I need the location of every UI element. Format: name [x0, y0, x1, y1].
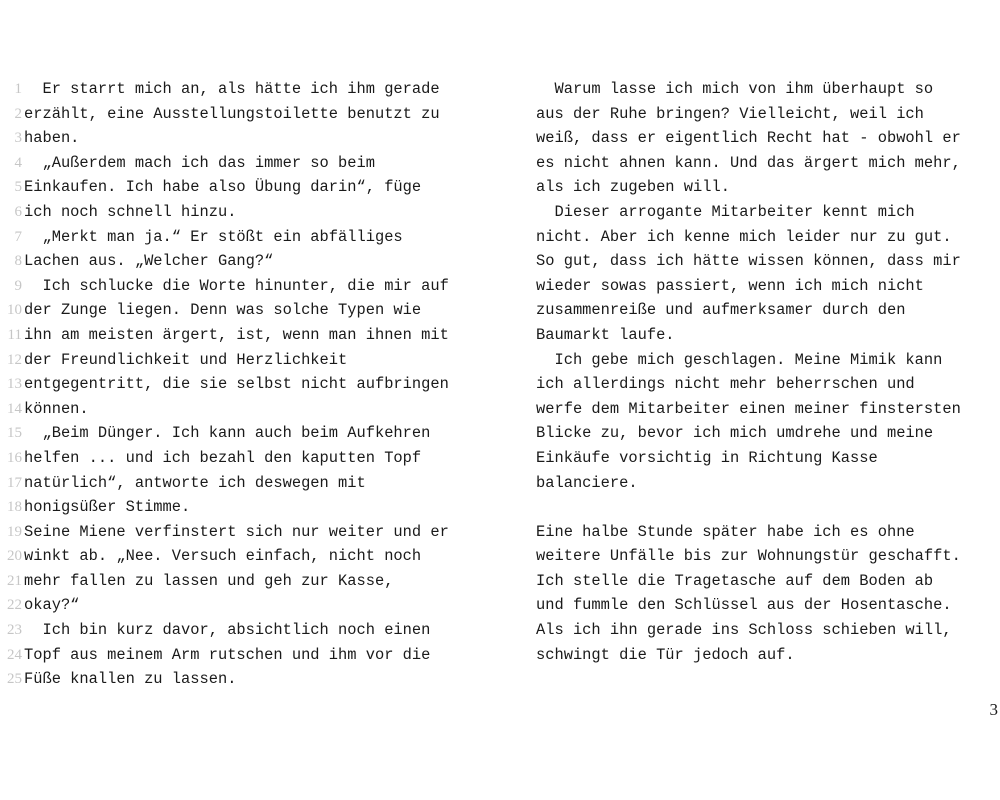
line-text: Er starrt mich an, als hätte ich ihm gerade: [24, 80, 440, 98]
text-line: [536, 102, 1000, 127]
line-text: Als ich ihn gerade ins Schloss schieben will,: [536, 621, 952, 640]
line-number: 25: [7, 671, 22, 688]
text-line: [0, 77, 500, 102]
line-text: Blicke zu, bevor ich mich umdrehe und meine: [536, 424, 934, 443]
text-line: [0, 200, 500, 225]
text-line: [536, 569, 1000, 594]
text-line: [536, 348, 1000, 373]
line-text: So gut, dass ich hätte wissen können, dass mir: [536, 252, 961, 271]
line-number: 11: [7, 326, 22, 343]
line-text: wieder sowas passiert, wenn ich mich nicht: [536, 276, 924, 295]
page-number: 3: [989, 700, 998, 719]
text-line: [536, 274, 1000, 299]
line-text: ich noch schnell hinzu.: [24, 202, 237, 221]
line-text: Eine halbe Stunde später habe ich es ohne: [536, 522, 915, 541]
text-line: [536, 225, 1000, 250]
line-text: nicht. Aber ich kenne mich leider nur zu gut.: [536, 227, 952, 246]
text-line: [0, 397, 500, 422]
line-text: weitere Unfälle bis zur Wohnungstür geschafft.: [536, 547, 961, 566]
line-text: zusammenreiße und aufmerksamer durch den: [536, 301, 906, 320]
line-text: Ich stelle die Tragetasche auf dem Boden ab: [536, 571, 934, 590]
line-text: der Freundlichkeit und Herzlichkeit: [24, 350, 348, 369]
text-line: [0, 372, 500, 397]
text-line: [536, 618, 1000, 643]
text-line: [0, 569, 500, 594]
line-text: Warum lasse ich mich von ihm überhaupt so: [536, 80, 934, 98]
text-line: [536, 151, 1000, 176]
line-text: Ich bin kurz davor, absichtlich noch einen: [24, 621, 431, 640]
line-text: der Zunge liegen. Denn was solche Typen wie: [24, 301, 422, 320]
text-line: [536, 126, 1000, 151]
line-text: Lachen aus. „Welcher Gang?“: [24, 252, 274, 271]
line-number: 13: [7, 376, 22, 393]
line-text: werfe dem Mitarbeiter einen meiner finstersten: [536, 399, 961, 418]
line-text: Dieser arrogante Mitarbeiter kennt mich: [536, 202, 915, 221]
line-text: können.: [24, 399, 89, 418]
left-column: [0, 77, 500, 692]
text-line: [536, 643, 1000, 668]
line-number: 5: [14, 179, 22, 196]
line-text: und fummle den Schlüssel aus der Hosentasche.: [536, 596, 952, 615]
line-number: 9: [14, 277, 22, 294]
line-number: 17: [7, 474, 22, 491]
line-number: 6: [14, 203, 22, 220]
line-text: okay?“: [24, 596, 80, 615]
line-text: erzählt, eine Ausstellungstoilette benutzt zu: [24, 104, 440, 123]
line-number: 16: [7, 449, 22, 466]
line-text: Füße knallen zu lassen.: [24, 670, 237, 689]
text-line: [536, 471, 1000, 496]
text-line: [536, 544, 1000, 569]
line-text: Einkäufe vorsichtig in Richtung Kasse: [536, 448, 878, 467]
line-text: helfen ... und ich bezahl den kaputten Topf: [24, 448, 422, 467]
line-number: 3: [14, 130, 22, 147]
line-text: „Beim Dünger. Ich kann auch beim Aufkehren: [24, 424, 431, 443]
line-number: 23: [7, 622, 22, 639]
text-line: [0, 175, 500, 200]
text-line: [0, 249, 500, 274]
text-line: [536, 446, 1000, 471]
line-text: Baumarkt laufe.: [536, 325, 675, 344]
text-line: [0, 618, 500, 643]
line-number: 4: [14, 154, 22, 171]
line-number: 20: [7, 548, 22, 565]
text-line: [0, 298, 500, 323]
line-text: „Außerdem mach ich das immer so beim: [24, 153, 375, 172]
text-line: [0, 544, 500, 569]
line-text: entgegentritt, die sie selbst nicht aufbringen: [24, 375, 449, 394]
text-line: [536, 520, 1000, 545]
text-line: [536, 593, 1000, 618]
line-text: ich allerdings nicht mehr beherrschen und: [536, 375, 915, 394]
line-text: natürlich“, antworte ich deswegen mit: [24, 473, 366, 492]
line-text: haben.: [24, 129, 80, 148]
line-number: 7: [14, 228, 22, 245]
line-text: mehr fallen zu lassen und geh zur Kasse,: [24, 571, 394, 590]
text-line: [536, 200, 1000, 225]
right-column: [536, 77, 1000, 667]
text-line: [0, 667, 500, 692]
text-line: [0, 274, 500, 299]
line-number: 1: [14, 81, 22, 97]
line-text: Einkaufen. Ich habe also Übung darin“, füge: [24, 178, 422, 197]
text-line: [536, 495, 1000, 520]
text-line: [0, 151, 500, 176]
line-text: als ich zugeben will.: [536, 178, 730, 197]
text-line: [0, 520, 500, 545]
text-line: [536, 397, 1000, 422]
line-text: aus der Ruhe bringen? Vielleicht, weil ich: [536, 104, 924, 123]
text-line: [0, 126, 500, 151]
line-text: „Merkt man ja.“ Er stößt ein abfälliges: [24, 227, 403, 246]
text-line: [0, 102, 500, 127]
line-number: 18: [7, 499, 22, 516]
text-line: [0, 471, 500, 496]
line-number: 24: [7, 646, 22, 663]
line-number: 15: [7, 425, 22, 442]
line-text: Ich schlucke die Worte hinunter, die mir auf: [24, 276, 449, 295]
line-number: 8: [14, 253, 22, 270]
text-line: [0, 593, 500, 618]
text-line: [536, 298, 1000, 323]
text-line: [0, 225, 500, 250]
text-line: [0, 495, 500, 520]
text-line: [536, 372, 1000, 397]
line-number: 12: [7, 351, 22, 368]
line-number: 21: [7, 572, 22, 589]
line-text: weiß, dass er eigentlich Recht hat - obwohl er: [536, 129, 961, 148]
line-number: 10: [7, 302, 22, 319]
line-text: Topf aus meinem Arm rutschen und ihm vor die: [24, 645, 431, 664]
text-line: [0, 323, 500, 348]
text-line: [0, 421, 500, 446]
line-text: Seine Miene verfinstert sich nur weiter und er: [24, 522, 449, 541]
line-text: schwingt die Tür jedoch auf.: [536, 645, 795, 664]
line-text: honigsüßer Stimme.: [24, 498, 191, 517]
line-number: 22: [7, 597, 22, 614]
text-line: [536, 421, 1000, 446]
text-line: [536, 175, 1000, 200]
text-line: [536, 77, 1000, 102]
line-number: 19: [7, 523, 22, 540]
line-text: es nicht ahnen kann. Und das ärgert mich mehr,: [536, 153, 961, 172]
text-line: [0, 446, 500, 471]
text-line: [536, 249, 1000, 274]
text-line: [536, 323, 1000, 348]
text-line: [0, 348, 500, 373]
line-text: Ich gebe mich geschlagen. Meine Mimik kann: [536, 350, 943, 369]
line-text: balanciere.: [536, 473, 638, 492]
line-text: winkt ab. „Nee. Versuch einfach, nicht noch: [24, 547, 422, 566]
line-text: ihn am meisten ärgert, ist, wenn man ihnen mit: [24, 325, 449, 344]
line-number: 2: [14, 105, 22, 122]
line-number: 14: [7, 400, 22, 417]
text-line: [0, 643, 500, 668]
